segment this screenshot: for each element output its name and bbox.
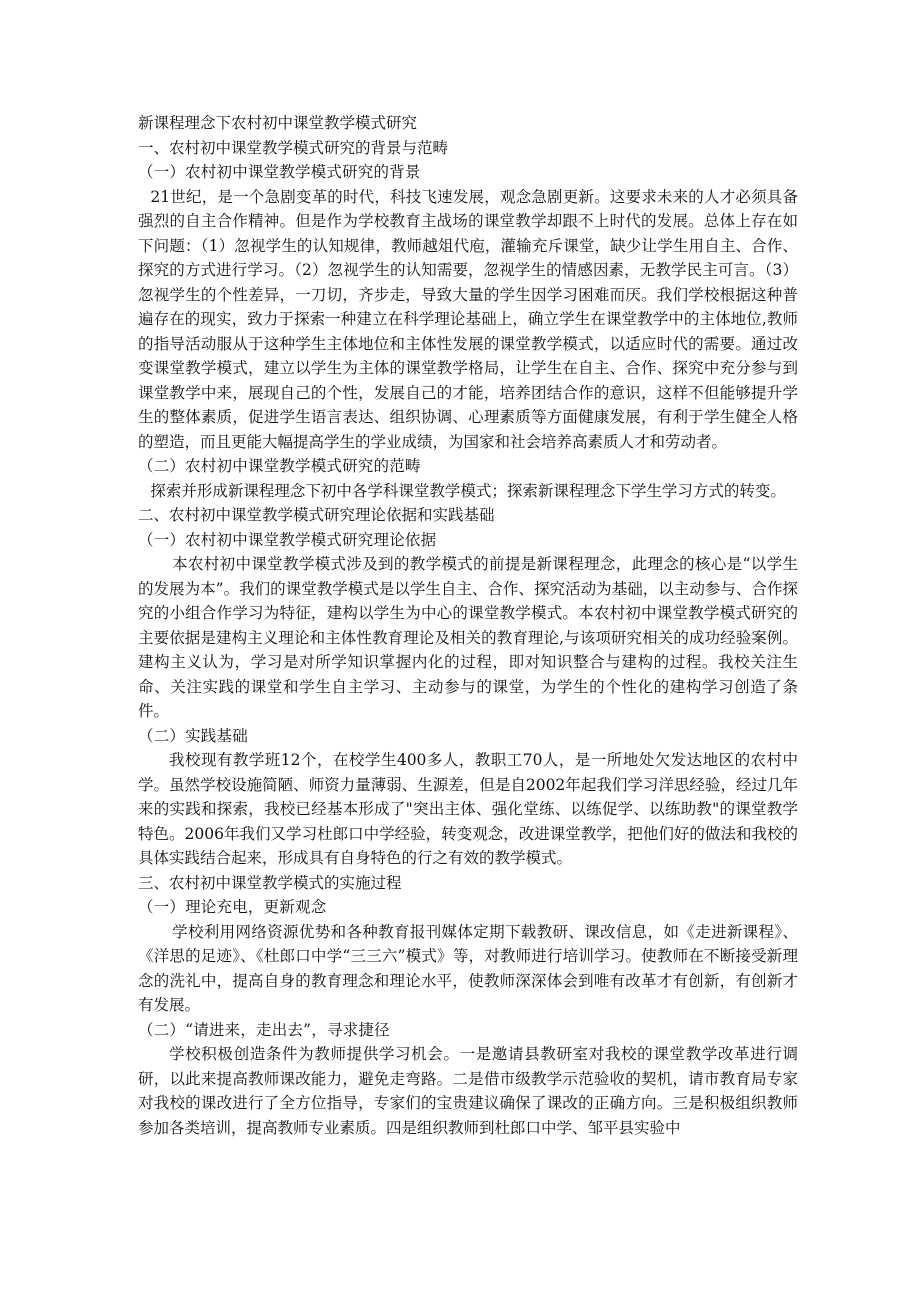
subsection-heading-2-1: （一）农村初中课堂教学模式研究理论依据 [138, 530, 437, 549]
paragraph-background: 21世纪，是一个急剧变革的时代，科技飞速发展，观念急剧更新。这要求未来的人才必须具备强烈的自主合作精神。但是作为学校教育主战场的课堂教学却跟不上时代的发展。总体上存在如下问题：（1）忽视学生的认知规律，教师越俎代庖，灌输充斥课堂，缺少让学生用自主、合作、探究的方式进行学习。（2）忽视学生的认知需要，忽视学生的情感因素，无教学民主可言。（3）忽视学生的个性差异，一刀切，齐步走，导致大量的学生因学习困难而厌。我们学校根据这种普遍存在的现实，致力于探索一种建立在科学理论基础上，确立学生在课堂教学中的主体地位,教师的指导活动服从于这种学生主体地位和主体性发展的课堂教学模式，以适应时代的需要。通过改变课堂教学模式，建立以学生为主体的课堂教学格局，让学生在自主、合作、探究中充分参与到课堂教学中来，展现自己的个性，发展自己的才能，培养团结合作的意识，这样不但能够提升学生的整体素质，促进学生语言表达、组织协调、心理素质等方面健康发展，有利于学生健全人格的塑造，而且更能大幅提高学生的学业成绩，为国家和社会培养高素质人才和劳动者。 [138, 187, 798, 451]
section-heading-3: 三、农村初中课堂教学模式的实施过程 [138, 873, 402, 892]
document-title: 新课程理念下农村初中课堂教学模式研究 [138, 114, 418, 132]
subsection-heading-2-2: （二）实践基础 [138, 726, 248, 745]
paragraph-practice: 我校现有教学班12个，在校学生400多人，教职工70人，是一所地处欠发达地区的农村中学。虽然学校设施简陋、师资力量薄弱、生源差，但是自2002年起我们学习洋思经验，经过几年来的实践和探索，我校已经基本形成了"突出主体、强化堂练、以练促学、以练助教"的课堂教学特色。2006年我们又学习杜郎口中学经验，转变观念，改进课堂教学，把他们好的做法和我校的具体实践结合起来，形成具有自身特色的行之有效的教学模式。 [138, 751, 798, 867]
subsection-heading-1-2: （二）农村初中课堂教学模式研究的范畴 [138, 457, 421, 475]
subsection-heading-3-1: （一）理论充电，更新观念 [138, 898, 327, 916]
subsection-heading-1-1: （一）农村初中课堂教学模式研究的背景 [138, 163, 421, 181]
paragraph-theory-charging: 学校利用网络资源优势和各种教育报刊媒体定期下载教研、课改信息，如《走进新课程》、《洋思的足迹》、《杜郎口中学“三三六”模式》等，对教师进行培训学习。使教师在不断接受新理念的洗礼中，提高自身的教育理念和理论水平，使教师深深体会到唯有改革才有创新，有创新才有发展。 [138, 922, 798, 1014]
paragraph-scope: 探索并形成新课程理念下初中各学科课堂教学模式；探索新课程理念下学生学习方式的转变。 [150, 481, 786, 500]
section-heading-1: 一、农村初中课堂教学模式研究的背景与范畴 [138, 138, 449, 157]
paragraph-theory: 本农村初中课堂教学模式涉及到的教学模式的前提是新课程理念，此理念的核心是“以学生的发展为本”。我们的课堂教学模式是以学生自主、合作、探究活动为基础，以主动参与、合作探究的小组合作学习为特征，建构以学生为中心的课堂教学模式。本农村初中课堂教学模式研究的主要依据是建构主义理论和主体性教育理论及相关的教育理论,与该项研究相关的成功经验案例。建构主义认为，学习是对所学知识掌握内化的过程，即对知识整合与建构的过程。我校关注生命、关注实践的课堂和学生自主学习、主动参与的课堂，为学生的个性化的建构学习创造了条件。 [138, 555, 798, 720]
subsection-heading-3-2: （二）“请进来，走出去”，寻求捷径 [138, 1020, 390, 1039]
section-heading-2: 二、农村初中课堂教学模式研究理论依据和实践基础 [138, 506, 495, 524]
document-page [138, 111, 798, 1140]
paragraph-invite-outreach: 学校积极创造条件为教师提供学习机会。一是邀请县教研室对我校的课堂教学改革进行调研，以此来提高教师课改能力，避免走弯路。二是借市级教学示范验收的契机，请市教育局专家对我校的课改进行了全方位指导，专家们的宝贵建议确保了课改的正确方向。三是积极组织教师参加各类培训，提高教师专业素质。四是组织教师到杜郎口中学、邹平县实验中 [138, 1045, 798, 1137]
